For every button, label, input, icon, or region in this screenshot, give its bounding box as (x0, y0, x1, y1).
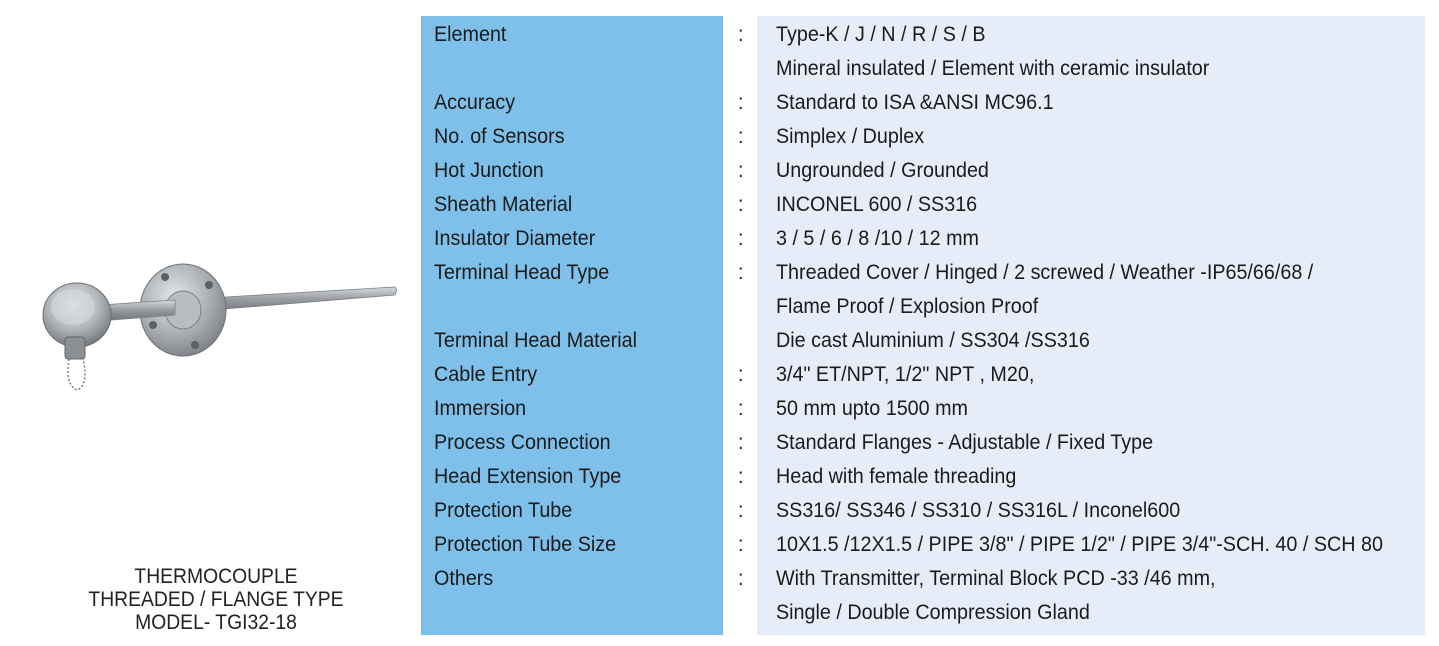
spec-label: Sheath Material (434, 193, 573, 216)
spec-separator: : (738, 363, 744, 386)
spec-row (0, 256, 1439, 290)
spec-separator: : (738, 261, 744, 284)
caption-line-2: THREADED / FLANGE TYPE (88, 588, 344, 611)
spec-separator: : (738, 227, 744, 250)
spec-row (0, 426, 1439, 460)
spec-value: SS316/ SS346 / SS310 / SS316L / Inconel600 (776, 499, 1181, 522)
spec-label: Immersion (434, 397, 527, 420)
spec-value: Die cast Aluminium / SS304 /SS316 (776, 329, 1090, 352)
spec-label: Element (434, 23, 507, 46)
spec-separator: : (738, 23, 744, 46)
spec-separator: : (738, 431, 744, 454)
spec-label: No. of Sensors (434, 125, 565, 148)
spec-separator: : (738, 125, 744, 148)
spec-value: Standard Flanges - Adjustable / Fixed Type (776, 431, 1154, 454)
spec-value: Threaded Cover / Hinged / 2 screwed / Weather -IP65/66/68 / (776, 261, 1314, 284)
caption-line-1: THERMOCOUPLE (134, 565, 298, 588)
spec-label: Process Connection (434, 431, 611, 454)
spec-label: Terminal Head Type (434, 261, 610, 284)
spec-separator: : (738, 533, 744, 556)
spec-label: Terminal Head Material (434, 329, 637, 352)
spec-value: Single / Double Compression Gland (776, 601, 1090, 624)
spec-label: Protection Tube Size (434, 533, 617, 556)
caption-line-3: MODEL- TGI32-18 (135, 611, 297, 634)
spec-row (0, 324, 1439, 358)
spec-value: Mineral insulated / Element with ceramic insulator (776, 57, 1210, 80)
spec-label: Cable Entry (434, 363, 538, 386)
spec-row (0, 562, 1439, 596)
spec-value: Type-K / J / N / R / S / B (776, 23, 986, 46)
spec-value: Flame Proof / Explosion Proof (776, 295, 1039, 318)
spec-value: 10X1.5 /12X1.5 / PIPE 3/8" / PIPE 1/2" / PIPE 3/4"-SCH. 40 / SCH 80 (776, 533, 1383, 556)
spec-label: Insulator Diameter (434, 227, 596, 250)
spec-label: Hot Junction (434, 159, 544, 182)
spec-value: INCONEL 600 / SS316 (776, 193, 978, 216)
spec-row (0, 460, 1439, 494)
spec-separator: : (738, 465, 744, 488)
spec-value: 3/4" ET/NPT, 1/2" NPT , M20, (776, 363, 1035, 386)
spec-row (0, 222, 1439, 256)
spec-separator: : (738, 567, 744, 590)
spec-separator: : (738, 397, 744, 420)
spec-row (0, 358, 1439, 392)
spec-value: Simplex / Duplex (776, 125, 925, 148)
spec-value: With Transmitter, Terminal Block PCD -33 /46 mm, (776, 567, 1216, 590)
spec-row (0, 120, 1439, 154)
spec-row (0, 290, 1439, 324)
spec-label: Head Extension Type (434, 465, 622, 488)
spec-separator: : (738, 91, 744, 114)
spec-label: Protection Tube (434, 499, 573, 522)
spec-separator: : (738, 159, 744, 182)
spec-value: 3 / 5 / 6 / 8 /10 / 12 mm (776, 227, 979, 250)
spec-row (0, 494, 1439, 528)
spec-row (0, 18, 1439, 52)
spec-row (0, 154, 1439, 188)
spec-value: Standard to ISA &ANSI MC96.1 (776, 91, 1054, 114)
spec-value: Ungrounded / Grounded (776, 159, 989, 182)
spec-row (0, 188, 1439, 222)
spec-value: Head with female threading (776, 465, 1017, 488)
spec-value: 50 mm upto 1500 mm (776, 397, 969, 420)
spec-row (0, 596, 1439, 630)
spec-row (0, 86, 1439, 120)
spec-separator: : (738, 193, 744, 216)
spec-row (0, 392, 1439, 426)
spec-label: Accuracy (434, 91, 516, 114)
spec-separator: : (738, 499, 744, 522)
spec-label: Others (434, 567, 494, 590)
spec-row (0, 52, 1439, 86)
spec-row (0, 528, 1439, 562)
